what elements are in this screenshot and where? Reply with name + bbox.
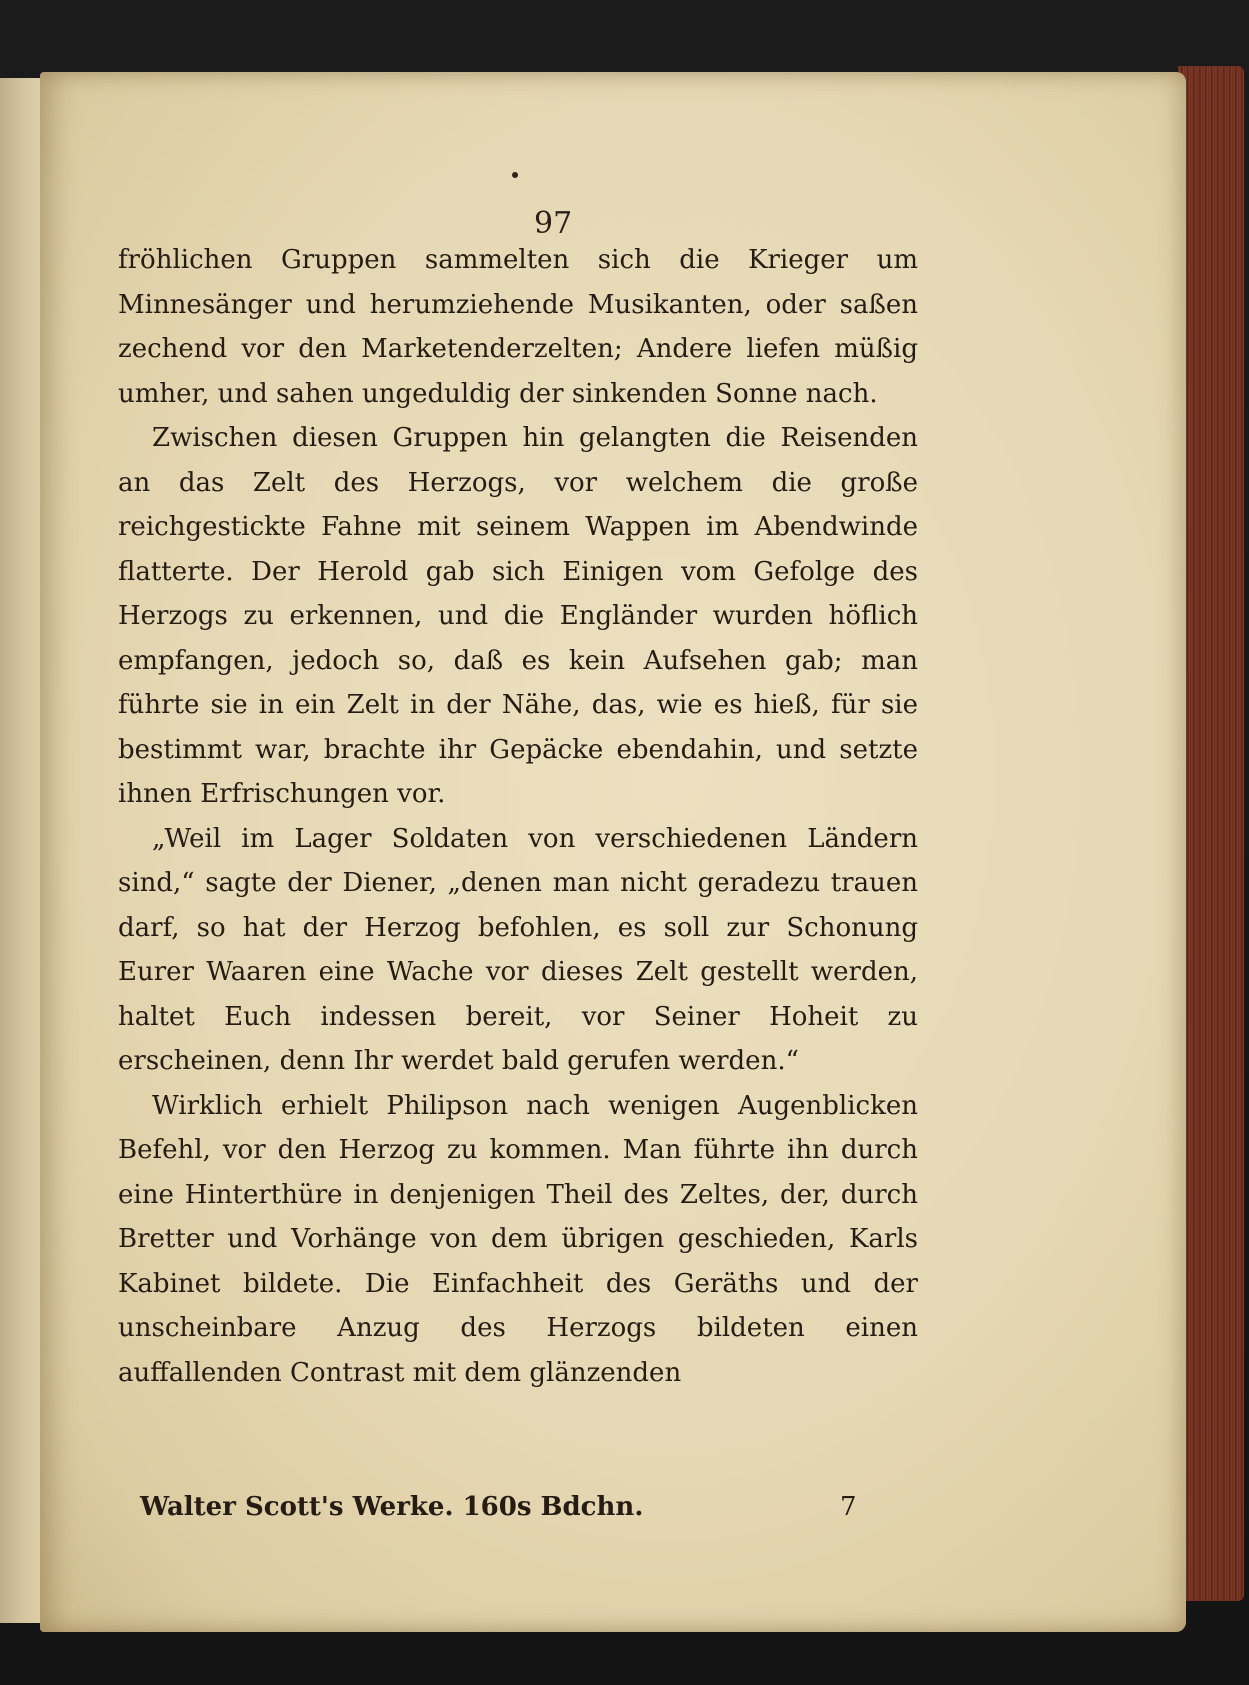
sheet-mark: 7	[840, 1492, 857, 1522]
page-number: 97	[534, 206, 573, 241]
paragraph-4: Wirklich erhielt Philipson nach wenigen Augenblicken Befehl, vor den Herzog zu kommen. Man führte ihn durch eine Hinterthüre in denjenigen Theil des Zeltes, der, durch Bretter und Vorhänge von dem übrigen geschieden, Karls Kabinet bildete. Die Einfachheit des Geräths und der unscheinbare Anzug des Herzogs bildeten einen auffallenden Contrast mit dem glänzenden	[118, 1090, 918, 1388]
page-stack-edge	[1178, 66, 1244, 1601]
paragraph-2: Zwischen diesen Gruppen hin gelangten die Reisenden an das Zelt des Herzogs, vor welchem die große reichgestickte Fahne mit seinem Wappen im Abendwinde flatterte. Der Herold gab sich Einigen vom Gefolge des Herzogs zu erkennen, und die Engländer wurden höflich empfangen, jedoch so, daß es kein Aufsehen gab; man führte sie in ein Zelt in der Nähe, das, wie es hieß, für sie bestimmt war, brachte ihr Gepäcke ebendahin, und setzte ihnen Erfrischungen vor.	[118, 423, 918, 809]
ink-speck	[512, 172, 518, 178]
paragraph-3: „Weil im Lager Soldaten von verschiedenen Ländern sind,“ sagte der Diener, „denen man nicht geradezu trauen darf, so hat der Herzog befohlen, es soll zur Schonung Eurer Waaren eine Wache vor dieses Zelt gestellt werden, haltet Euch indessen bereit, vor Seiner Hoheit zu erscheinen, denn Ihr werdet bald gerufen werden.“	[118, 823, 918, 1076]
body-text	[118, 238, 918, 1395]
signature-line: Walter Scott's Werke. 160s Bdchn.	[140, 1492, 644, 1522]
paragraph-1: fröhlichen Gruppen sammelten sich die Krieger um Minnesänger und herumziehende Musikanten, oder saßen zechend vor den Marketenderzelten; Andere liefen müßig umher, und sahen ungeduldig der sinkenden Sonne nach.	[118, 245, 918, 409]
page-footer	[140, 1492, 900, 1532]
